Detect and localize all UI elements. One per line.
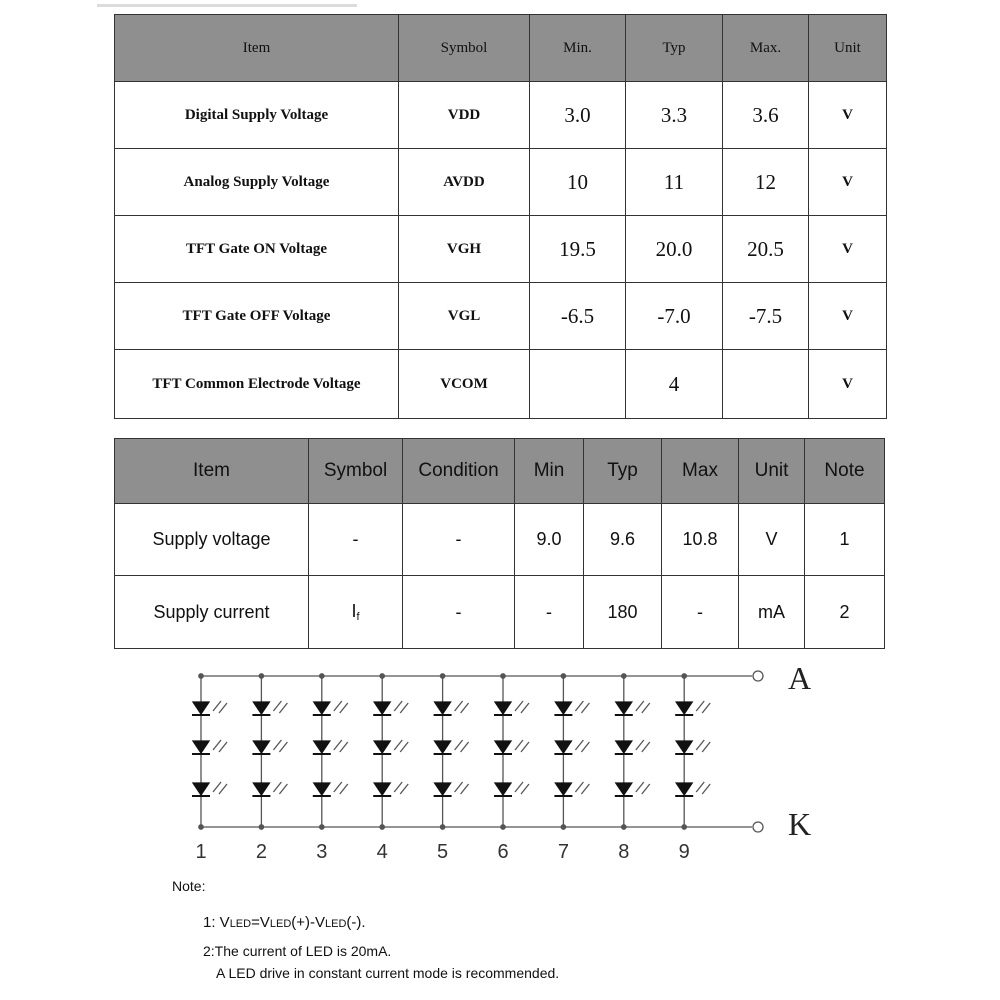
symbol-subscript: f [356,611,360,623]
light-emission-icon [581,703,589,713]
led-diode-icon [495,702,511,714]
cell-symbol: VGH [399,216,530,283]
light-emission-icon [461,703,469,713]
cathode-terminal [753,822,763,832]
cell-max: -7.5 [723,283,809,350]
table2-header-symbol: Symbol [309,439,403,504]
supply-voltage-table [114,14,887,419]
cell-min: 10 [530,149,626,216]
led-diode-icon [676,783,692,795]
top-divider [97,4,357,7]
light-emission-icon [394,782,402,792]
cell-unit: V [809,350,887,419]
junction-dot [199,674,203,678]
light-emission-icon [515,782,523,792]
led-diode-icon [555,702,571,714]
led-diode-icon [555,741,571,753]
junction-dot [440,825,444,829]
led-diode-icon [374,702,390,714]
table-row [115,82,887,149]
light-emission-icon [213,782,221,792]
light-emission-icon [400,784,408,794]
cell-item: TFT Common Electrode Voltage [115,350,399,419]
led-diode-icon [193,702,209,714]
table1-header-min: Min. [530,15,626,82]
junction-dot [320,825,324,829]
cell-unit: V [809,149,887,216]
note-1 [203,914,366,931]
led-diode-icon [314,702,330,714]
light-emission-icon [334,782,342,792]
led-diode-icon [193,783,209,795]
table1-header-typ: Typ [626,15,723,82]
cell-item: Supply current [115,576,309,649]
note1-suffix: (-). [346,914,366,931]
table2-header-max: Max [662,439,739,504]
cell-typ: 9.6 [584,504,662,576]
light-emission-icon [575,740,583,750]
table-row [115,283,887,350]
table-row [115,504,885,576]
cell-symbol [309,576,403,649]
cell-min: 9.0 [515,504,584,576]
led-diode-icon [495,741,511,753]
cathode-label: K [788,806,812,842]
note-2-line-2: A LED drive in constant current mode is recommended. [216,965,560,981]
string-number-label: 7 [557,841,569,863]
note1-mid1: =V [251,914,270,931]
light-emission-icon [213,701,221,711]
light-emission-icon [575,782,583,792]
string-number-label: 2 [255,841,267,863]
light-emission-icon [575,701,583,711]
light-emission-icon [642,742,650,752]
light-emission-icon [213,740,221,750]
light-emission-icon [455,701,463,711]
note1-prefix: 1: V [203,914,230,931]
light-emission-icon [696,782,704,792]
led-diode-icon [676,702,692,714]
junction-dot [199,825,203,829]
cell-unit: V [809,82,887,149]
light-emission-icon [340,784,348,794]
light-emission-icon [521,742,529,752]
light-emission-icon [219,784,227,794]
junction-dot [259,825,263,829]
light-emission-icon [273,701,281,711]
note1-sub1: LED [229,918,252,930]
table2-header-row [115,439,885,504]
symbol-main: I [351,601,357,621]
light-emission-icon [581,742,589,752]
cell-typ: 20.0 [626,216,723,283]
light-emission-icon [334,701,342,711]
led-diode-icon [676,741,692,753]
table1-header-item: Item [115,15,399,82]
cell-max: 10.8 [662,504,739,576]
junction-dot [501,825,505,829]
cell-typ: 4 [626,350,723,419]
light-emission-icon [219,742,227,752]
cell-unit: V [739,504,805,576]
table-row [115,149,887,216]
table-row [115,576,885,649]
light-emission-icon [394,740,402,750]
light-emission-icon [273,782,281,792]
cell-item: Analog Supply Voltage [115,149,399,216]
cell-min: - [515,576,584,649]
cell-symbol: VDD [399,82,530,149]
light-emission-icon [279,784,287,794]
table2-header-item: Item [115,439,309,504]
junction-dot [440,674,444,678]
light-emission-icon [394,701,402,711]
table2-header-min: Min [515,439,584,504]
light-emission-icon [636,740,644,750]
led-diode-icon [193,741,209,753]
junction-dot [561,825,565,829]
light-emission-icon [334,740,342,750]
light-emission-icon [400,703,408,713]
light-emission-icon [581,784,589,794]
light-emission-icon [455,782,463,792]
led-diode-icon [435,702,451,714]
light-emission-icon [279,703,287,713]
cell-unit: mA [739,576,805,649]
cell-symbol: VGL [399,283,530,350]
string-number-label: 9 [678,841,690,863]
cell-max: 20.5 [723,216,809,283]
cell-item: TFT Gate ON Voltage [115,216,399,283]
led-diode-icon [616,741,632,753]
string-number-label: 8 [618,841,630,863]
note-2-line-1: 2:The current of LED is 20mA. [203,943,392,959]
cell-typ: -7.0 [626,283,723,350]
led-diode-icon [374,741,390,753]
led-diode-icon [314,783,330,795]
light-emission-icon [521,703,529,713]
cell-symbol: VCOM [399,350,530,419]
note1-sub2: LED [269,918,292,930]
junction-dot [501,674,505,678]
led-diode-icon [314,741,330,753]
led-diode-icon [253,741,269,753]
string-number-label: 4 [376,841,388,863]
cell-item: Digital Supply Voltage [115,82,399,149]
light-emission-icon [642,703,650,713]
light-emission-icon [636,782,644,792]
cell-max: - [662,576,739,649]
junction-dot [380,825,384,829]
cell-condition: - [403,576,515,649]
junction-dot [682,674,686,678]
table1-header-row [115,15,887,82]
cell-symbol: AVDD [399,149,530,216]
light-emission-icon [702,742,710,752]
led-diode-icon [495,783,511,795]
string-number-label: 3 [316,841,328,863]
cell-note: 2 [805,576,885,649]
cell-typ: 180 [584,576,662,649]
cell-min: 19.5 [530,216,626,283]
light-emission-icon [696,740,704,750]
light-emission-icon [219,703,227,713]
light-emission-icon [521,784,529,794]
table-row [115,216,887,283]
table1-header-unit: Unit [809,15,887,82]
table1-header-max: Max. [723,15,809,82]
cell-min: -6.5 [530,283,626,350]
led-diode-icon [374,783,390,795]
junction-dot [259,674,263,678]
light-emission-icon [636,701,644,711]
anode-terminal [753,671,763,681]
cell-unit: V [809,283,887,350]
note-title: Note: [172,878,206,894]
led-diode-icon [435,741,451,753]
cell-typ: 3.3 [626,82,723,149]
light-emission-icon [400,742,408,752]
light-emission-icon [515,701,523,711]
light-emission-icon [279,742,287,752]
cell-note: 1 [805,504,885,576]
string-number-label: 5 [437,841,449,863]
junction-dot [561,674,565,678]
cell-typ: 11 [626,149,723,216]
light-emission-icon [340,703,348,713]
led-diode-icon [435,783,451,795]
junction-dot [622,674,626,678]
light-emission-icon [696,701,704,711]
cell-unit: V [809,216,887,283]
note1-sub3: LED [325,918,347,930]
light-emission-icon [461,742,469,752]
table1-header-symbol: Symbol [399,15,530,82]
light-emission-icon [702,703,710,713]
cell-item: Supply voltage [115,504,309,576]
cell-symbol: - [309,504,403,576]
cell-min [530,350,626,419]
cell-item: TFT Gate OFF Voltage [115,283,399,350]
light-emission-icon [515,740,523,750]
cell-max: 12 [723,149,809,216]
junction-dot [320,674,324,678]
light-emission-icon [461,784,469,794]
light-emission-icon [702,784,710,794]
led-diode-icon [555,783,571,795]
junction-dot [380,674,384,678]
backlight-table [114,438,885,649]
light-emission-icon [273,740,281,750]
light-emission-icon [642,784,650,794]
table-row [115,350,887,419]
table2-header-typ: Typ [584,439,662,504]
table2-header-unit: Unit [739,439,805,504]
string-number-label: 1 [195,841,207,863]
cell-condition: - [403,504,515,576]
led-diode-icon [616,702,632,714]
led-diode-icon [616,783,632,795]
led-diode-icon [253,783,269,795]
junction-dot [682,825,686,829]
table2-header-note: Note [805,439,885,504]
string-number-label: 6 [497,841,509,863]
anode-label: A [788,660,812,696]
cell-min: 3.0 [530,82,626,149]
light-emission-icon [455,740,463,750]
led-diode-icon [253,702,269,714]
cell-max: 3.6 [723,82,809,149]
table2-header-condition: Condition [403,439,515,504]
junction-dot [622,825,626,829]
cell-max [723,350,809,419]
note1-mid2: (+)-V [291,914,326,931]
light-emission-icon [340,742,348,752]
